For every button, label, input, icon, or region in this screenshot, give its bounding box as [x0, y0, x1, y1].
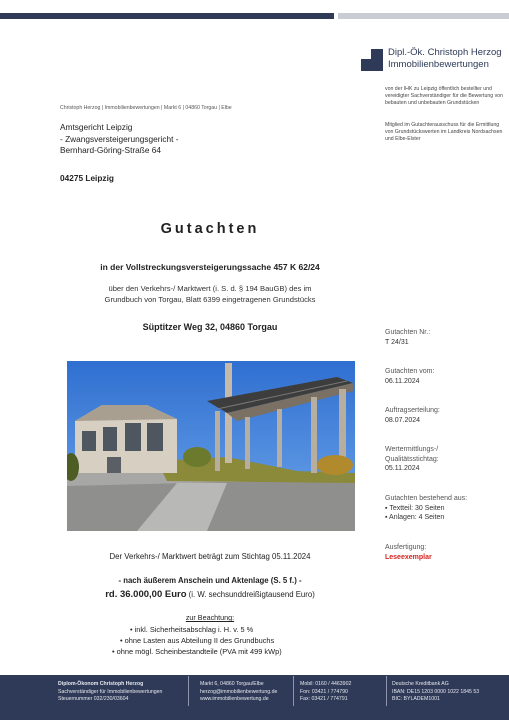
description-line-1: über den Verkehrs-/ Marktwert (i. S. d. § 194 BauGB) des im: [108, 284, 312, 293]
document-title: Gutachten: [160, 221, 260, 237]
report-number-value: T 24/31: [385, 338, 409, 346]
property-address: Süptitzer Weg 32, 04860 Torgau: [142, 322, 278, 332]
valuation-date: [385, 445, 500, 474]
report-date: [385, 367, 500, 386]
footer-company-role: Sachverständiger für Immobilienbewertungen: [58, 688, 163, 695]
footer-phone: Fon: 03421 / 774790: [300, 688, 348, 695]
footer-phones: [300, 681, 382, 704]
copy-type-value: Leseexemplar: [385, 553, 432, 561]
header-bar-dark: [0, 13, 334, 19]
footer-fax: Fax: 03421 / 774791: [300, 696, 348, 703]
recipient-address: [60, 122, 179, 157]
valuation-statement: Der Verkehrs-/ Marktwert beträgt zum Stichtag 05.11.2024: [109, 552, 311, 561]
footer-company: [58, 681, 184, 704]
report-scope-appendix: ▪ Anlagen: 4 Seiten: [385, 514, 445, 521]
description-line-2: Grundbuch von Torgau, Blatt 6399 eingetragenen Grundstücks: [104, 294, 316, 304]
report-date-value: 06.11.2024: [385, 377, 420, 385]
recipient-zip: 04275 Leipzig: [60, 173, 114, 183]
footer-iban: IBAN: DE15 1203 0000 1022 1845 53: [392, 688, 480, 695]
footer-company-name: Diplom-Ökonom Christoph Herzog: [58, 681, 144, 687]
credentials-text: von der IHK zu Leipzig öffentlich bestellter und vereidigter Sachverständiger für die Bewertung von bebauten und unbebauten Grundstücken: [385, 86, 503, 106]
attention-item: • ohne Lasten aus Abteilung II des Grundbuchs: [112, 635, 282, 646]
membership-text: Mitglied im Gutachterausschuss für die Ermittlung von Grundstückswerten im Landkreis Nordsachsen und Elbe-Elster: [385, 122, 503, 142]
order-date-value: 08.07.2024: [385, 416, 421, 424]
attention-heading: zur Beachtung:: [185, 613, 235, 622]
recipient-line-2: - Zwangsversteigerungsgericht -: [60, 133, 179, 144]
footer-bank-name: Deutsche Kreditbank AG: [392, 681, 449, 687]
property-photo: [67, 361, 355, 531]
footer-bank: [392, 681, 506, 704]
footer-contact: [200, 681, 290, 704]
report-scope-text: ▪ Textteil: 30 Seiten: [385, 504, 445, 512]
report-date-label: Gutachten vom:: [385, 368, 435, 375]
sender-line: Christoph Herzog | Immobilienbewertungen | Markt 6 | 04860 Torgau | Elbe: [60, 105, 232, 111]
copy-type-label: Ausfertigung:: [385, 544, 427, 551]
footer-email: herzog@immobilienbewertung.de: [200, 688, 278, 695]
brand-name: Dipl.-Ök. Christoph Herzog: [388, 47, 502, 58]
recipient-line-1: Amtsgericht Leipzig: [60, 122, 133, 132]
order-date-label: Auftragserteilung:: [385, 407, 440, 414]
valuation-date-label-2: Qualitätsstichtag:: [385, 455, 439, 463]
recipient-line-3: Bernhard-Göring-Straße 64: [60, 145, 161, 155]
attention-item: • ohne mögl. Scheinbestandteile (PVA mit 499 kWp): [112, 646, 282, 657]
report-scope: [385, 494, 500, 523]
valuation-basis: - nach äußerem Anschein und Aktenlage (S. 5 f.) -: [118, 576, 302, 585]
valuation-amount: rd. 36.000,00 Euro: [105, 589, 187, 600]
valuation-description: [0, 284, 420, 305]
attention-list: [112, 624, 282, 657]
report-scope-label: Gutachten bestehend aus:: [385, 495, 468, 502]
valuation-date-value: 05.11.2024: [385, 465, 420, 472]
footer-bic: BIC: BYLADEM1001: [392, 696, 440, 703]
footer-divider: [386, 676, 387, 706]
order-date: [385, 406, 500, 425]
brand-tagline: Immobilienbewertungen: [388, 59, 489, 70]
valuation-amount-words: (i. W. sechsunddreißigtausend Euro): [186, 590, 315, 599]
attention-item: • inkl. Sicherheitsabschlag i. H. v. 5 %: [112, 624, 282, 635]
brand-logo: [361, 49, 383, 71]
footer-website: www.immobilienbewertung.de: [200, 696, 269, 703]
report-number-label: Gutachten Nr.:: [385, 329, 431, 336]
footer-address: Markt 6, 04860 Torgau/Elbe: [200, 681, 264, 687]
footer-divider: [188, 676, 189, 706]
footer-divider: [293, 676, 294, 706]
valuation-amount-line: [0, 589, 420, 600]
footer-tax-number: Steuernummer 032/230/03604: [58, 696, 129, 703]
case-subtitle: in der Vollstreckungsversteigerungssache 457 K 62/24: [100, 262, 320, 272]
footer-mobile: Mobil: 0160 / 4463902: [300, 681, 352, 687]
header-bar-light: [338, 13, 509, 19]
report-number: [385, 328, 500, 347]
valuation-date-label-1: Wertermittlungs-/: [385, 446, 439, 453]
